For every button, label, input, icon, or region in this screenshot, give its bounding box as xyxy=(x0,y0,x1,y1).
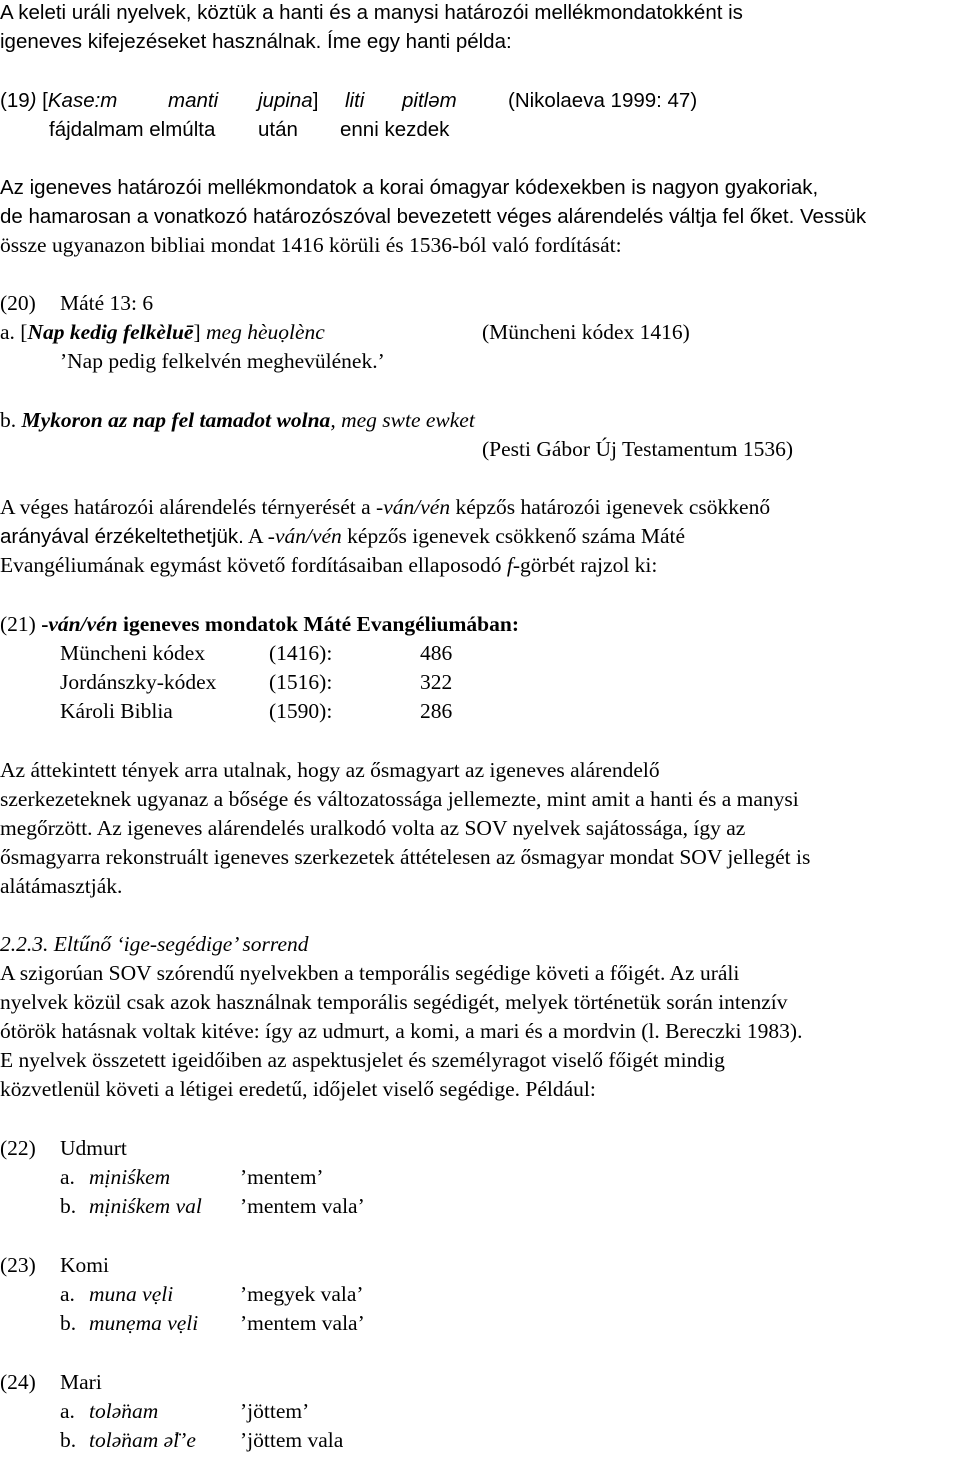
item-label: b. xyxy=(60,1194,77,1218)
example-number: (19 xyxy=(0,89,30,112)
paragraph-line: Evangéliumának egymást követő fordításaiban ellaposodó f-görbét rajzol ki: xyxy=(0,553,658,577)
paragraph-line: nyelvek közül csak azok használnak temporális segédigét, melyek történetük során intenzív xyxy=(0,990,788,1014)
paragraph-line: E nyelvek összetett igeidőiben az aspektusjelet és személyragot viselő főigét mindig xyxy=(0,1048,725,1072)
hanti-word: pitləm xyxy=(402,89,457,112)
word-form: tolǝ̈nam xyxy=(89,1399,159,1423)
example-number: (24) xyxy=(0,1370,36,1394)
paren: ) xyxy=(29,89,37,112)
table-cell-name: Jordánszky-kódex xyxy=(60,670,217,694)
paragraph-line: A szigorúan SOV szórendű nyelvekben a temporális segédige követi a főigét. Az uráli xyxy=(0,961,740,985)
citation: (Pesti Gábor Új Testamentum 1536) xyxy=(482,437,793,461)
paragraph-line: de hamarosan a vonatkozó határozószóval bevezetett véges alárendelés váltja fel őket. Vessük xyxy=(0,205,867,228)
language-name: Mari xyxy=(60,1370,102,1394)
item-label: a. xyxy=(60,1165,75,1189)
item-label: a. xyxy=(60,1399,75,1423)
table-cell-name: Károli Biblia xyxy=(60,699,173,723)
gloss: után xyxy=(258,118,298,141)
gloss: ’Nap pedig felkelvén meghevülének.’ xyxy=(60,349,385,373)
item-label: a. xyxy=(60,1282,75,1306)
hanti-word-bracketed: jupina] xyxy=(258,89,319,112)
paragraph-line: megőrzött. Az igeneves alárendelés uralkodó volta az SOV nyelvek sajátossága, így az xyxy=(0,816,746,840)
paragraph-line: össze ugyanazon bibliai mondat 1416 körüli és 1536-ból való fordítását: xyxy=(0,233,622,257)
gloss: ’jöttem vala xyxy=(240,1428,344,1452)
example-21-title: (21) -ván/vén igeneves mondatok Máté Evangéliumában: xyxy=(0,612,519,636)
intro-line-1: A keleti uráli nyelvek, köztük a hanti és a manysi határozói mellékmondatokként is xyxy=(0,1,743,24)
table-cell-year: (1416): xyxy=(269,641,333,665)
table-cell-year: (1516): xyxy=(269,670,333,694)
paragraph-line: közvetlenül követi a létigei eredetű, időjelet viselő segédige. Például: xyxy=(0,1077,596,1101)
table-cell-count: 486 xyxy=(420,641,453,665)
paragraph-line: ősmagyarra rekonstruált igeneves szerkezetek áttételesen az ősmagyar mondat SOV jellegét is xyxy=(0,845,811,869)
example-20b: b. Mykoron az nap fel tamadot wolna, meg swte ewket xyxy=(0,408,475,432)
citation: (Nikolaeva 1999: 47) xyxy=(508,89,698,112)
paragraph-line: arányával érzékeltethetjük. A -ván/vén képzős igenevek csökkenő száma Máté xyxy=(0,524,686,548)
paragraph-line: A véges határozói alárendelés térnyerését a -ván/vén képzős határozói igenevek csökkenő xyxy=(0,495,771,519)
word-form: mịniśkem xyxy=(89,1165,171,1189)
gloss: ’jöttem’ xyxy=(240,1399,310,1423)
table-cell-count: 322 xyxy=(420,670,453,694)
word-form: muna vẹli xyxy=(89,1282,174,1306)
language-name: Udmurt xyxy=(60,1136,127,1160)
gloss: ’mentem vala’ xyxy=(240,1311,365,1335)
paragraph-line: szerkezeteknek ugyanaz a bősége és változatossága jellemezte, mint amit a hanti és a manysi xyxy=(0,787,799,811)
bracket-open: [ xyxy=(42,89,48,112)
word-form: mịniśkem val xyxy=(89,1194,202,1218)
gloss: ’mentem vala’ xyxy=(240,1194,365,1218)
table-cell-name: Müncheni kódex xyxy=(60,641,206,665)
item-label: b. xyxy=(60,1428,77,1452)
gloss: fájdalmam elmúlta xyxy=(49,118,216,141)
example-19-line xyxy=(0,88,117,113)
language-name: Komi xyxy=(60,1253,109,1277)
word-form: munẹma vẹli xyxy=(89,1311,199,1335)
example-number: (22) xyxy=(0,1136,36,1160)
example-title: Máté 13: 6 xyxy=(60,291,154,315)
table-cell-year: (1590): xyxy=(269,699,333,723)
hanti-word: Kase:m xyxy=(47,89,118,112)
paragraph-line: Az áttekintett tények arra utalnak, hogy az ősmagyart az igeneves alárendelő xyxy=(0,758,660,782)
gloss: enni kezdek xyxy=(340,118,450,141)
example-20a: a. [Nap kedig felkèluē] meg hèuọlènc xyxy=(0,320,325,344)
paragraph-line: Az igeneves határozói mellékmondatok a korai ómagyar kódexekben is nagyon gyakoriak, xyxy=(0,176,819,199)
hanti-word: liti xyxy=(345,89,365,112)
example-number: (23) xyxy=(0,1253,36,1277)
item-label: b. xyxy=(60,1311,77,1335)
example-number: (20) xyxy=(0,291,36,315)
word-form: tolǝ̈nam ǝ̈l’e xyxy=(89,1428,196,1452)
gloss: ’mentem’ xyxy=(240,1165,324,1189)
paragraph-line: alátámasztják. xyxy=(0,874,123,898)
table-cell-count: 286 xyxy=(420,699,453,723)
gloss: ’megyek vala’ xyxy=(240,1282,364,1306)
section-heading: 2.2.3. Eltűnő ‘ige-segédige’ sorrend xyxy=(0,932,309,956)
intro-line-2: igeneves kifejezéseket használnak. Íme egy hanti példa: xyxy=(0,30,512,53)
hanti-word: manti xyxy=(168,89,219,112)
paragraph-line: ótörök hatásnak voltak kitéve: így az udmurt, a komi, a mari és a mordvin (l. Bereczki 1983). xyxy=(0,1019,803,1043)
citation: (Müncheni kódex 1416) xyxy=(482,320,690,344)
